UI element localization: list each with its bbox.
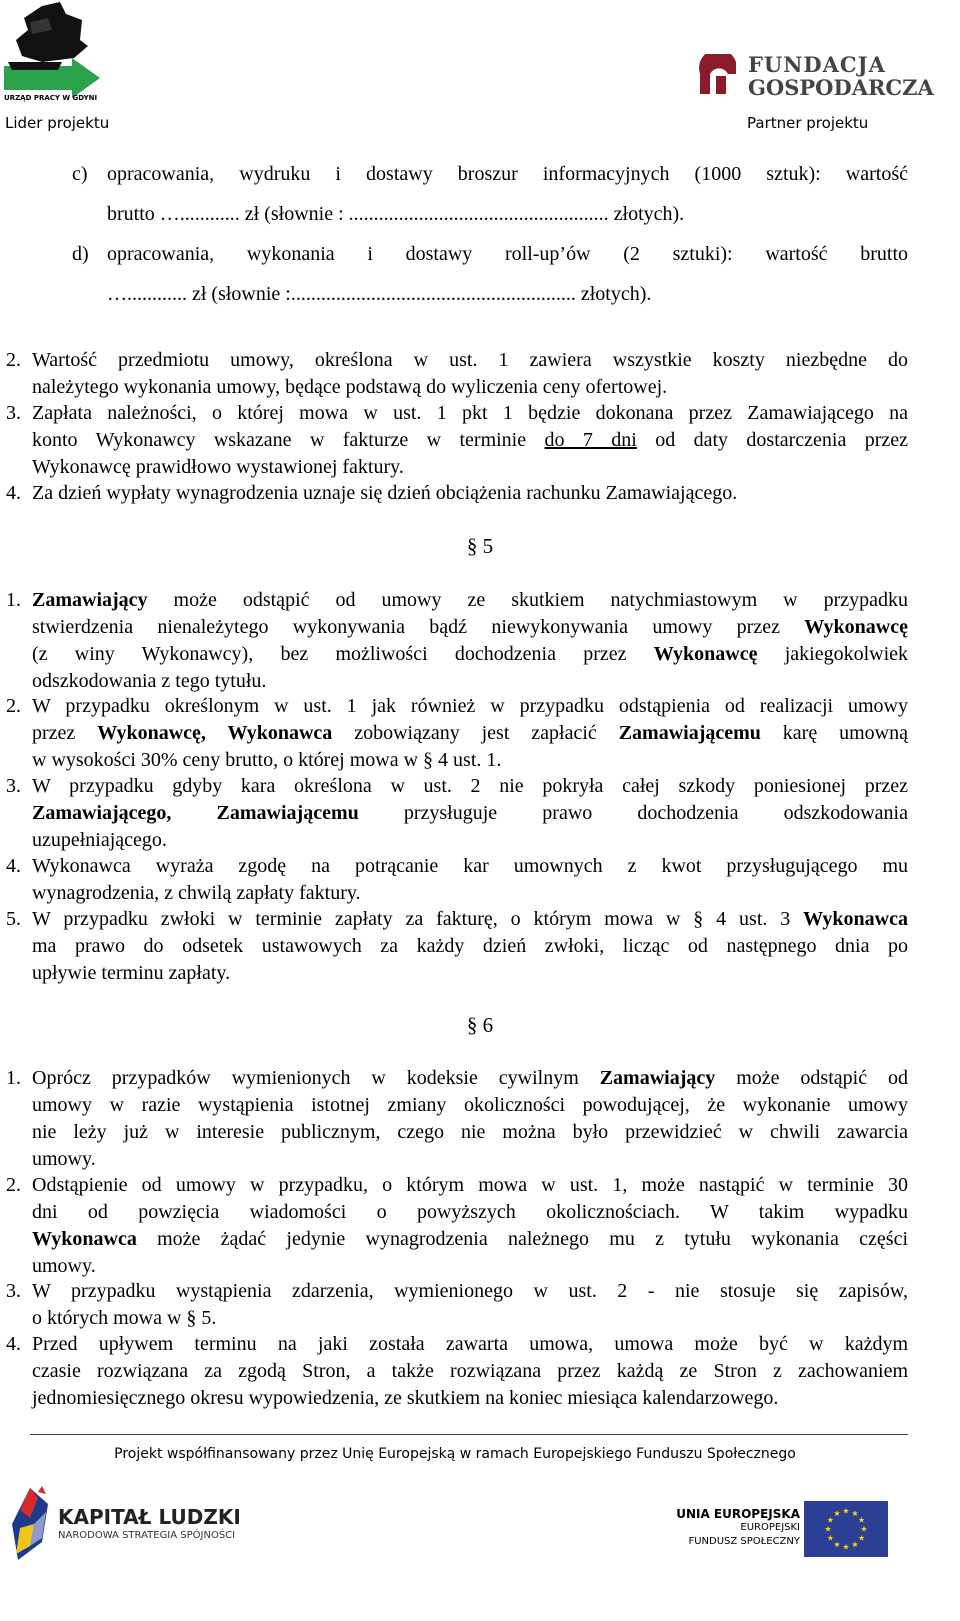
eu-line2: EUROPEJSKI [740,1522,800,1533]
item-c-marker: c) [72,163,88,185]
s5-p1: Zamawiający może odstąpić od umowy ze skutkiem natychmiastowym w przypadku stwierdzenia nienależytego wykonywania bądź niewykonywania umowy przez Wykonawcę (z winy Wykonawcy), bez możliwości dochodzenia przez Wykonawcę jakiegokolwiek odszkodowania z tego tytułu. [32,589,909,692]
urzad-pracy-logo-text: URZĄD PRACY W GDYNI [4,94,98,102]
s4-p2 [32,347,908,401]
s5-p4: Wykonawca wyraża zgodę na potrącanie kar umownych z kwot przysługującego mu wynagrodzenia, z chwilą zapłaty faktury. [32,855,908,904]
s4-p2-line1: Wartość przedmiotu umowy, określona w ust. 1 zawiera wszystkie koszty niezbędne do [32,349,908,371]
s4-p3 [32,400,908,481]
s6-p1-num: 1. [6,1067,21,1089]
item-d-text [107,241,908,308]
s5-p5: W przypadku zwłoki w terminie zapłaty za fakturę, o którym mowa w § 4 ust. 3 Wykonawca ma prawo do odsetek ustawowych za każdy dzień zwłoki, licząc od następnego dnia po upływie terminu zapłaty. [32,908,908,984]
header [0,0,960,140]
s6-p2-num: 2. [6,1174,21,1196]
s4-p4-num: 4. [6,482,21,504]
s5-p3: W przypadku gdyby kara określona w ust. 2 nie pokryła całej szkody poniesionej przez Zamawiającego, Zamawiającemu przysługuje prawo dochodzenia odszkodowania uzupełniającego. [32,775,908,851]
lead-label: Lider projektu [5,114,110,132]
item-c-line1: opracowania, wydruku i dostawy broszur informacyjnych (1000 sztuk): wartość [107,163,908,185]
item-c-text [107,161,908,228]
s4-p3-line1: Zapłata należności, o której mowa w ust. 1 pkt 1 będzie dokonana przez Zamawiającego na [32,402,908,424]
payment-term: do 7 dni [544,429,637,451]
s6-p1: Oprócz przypadków wymienionych w kodeksie cywilnym Zamawiający może odstąpić od umowy w razie wystąpienia istotnej zmiany okoliczności powodującej, że wykonanie umowy nie leży już w interesie publicznym, czego nie można było przewidzieć w chwili zawarcia umowy. [32,1067,909,1170]
s6-p4-num: 4. [6,1333,21,1355]
s4-p2-line2: należytego wykonania umowy, będące podstawą do wyliczenia ceny ofertowej. [32,376,668,398]
item-d-line2: …............ zł (słownie :......................................................... złotych). [107,283,652,305]
kapital-ludzki-title: KAPITAŁ LUDZKI [58,1505,241,1529]
item-c-line2: brutto …............ zł (słownie : .................................................... złotych). [107,203,685,225]
partner-label: Partner projektu [747,114,869,132]
item-d-line1: opracowania, wykonania i dostawy roll-up’ów (2 sztuki): wartość brutto [107,243,908,265]
s4-p3-num: 3. [6,402,21,424]
footer-divider [30,1434,908,1435]
s5-p2: W przypadku określonym w ust. 1 jak również w przypadku odstąpienia od realizacji umowy przez Wykonawcę, Wykonawca zobowiązany jest zapłacić Zamawiającemu karę umowną w wysokości 30% ceny brutto, o której mowa w § 4 ust. 1. [32,695,908,771]
s6-p3: W przypadku wystąpienia zdarzenia, wymienionego w ust. 2 - nie stosuje się zapisów, o których mowa w § 5. [32,1280,908,1329]
s4-p3-line3: Wykonawcę prawidłowo wystawionej faktury. [32,456,404,478]
funding-statement: Projekt współfinansowany przez Unię Europejską w ramach Europejskiego Funduszu Społecznego [114,1446,796,1462]
s5-p1-num: 1. [6,589,21,611]
eu-text [660,1507,800,1549]
s5-p4-num: 4. [6,855,21,877]
eu-line3: FUNDUSZ SPOŁECZNY [688,1536,800,1547]
section-5-heading: § 5 [466,534,494,558]
s5-p3-num: 3. [6,775,21,797]
s4-p2-num: 2. [6,349,21,371]
kapital-ludzki-subtitle: NARODOWA STRATEGIA SPÓJNOŚCI [58,1530,236,1541]
s4-p4-line1: Za dzień wypłaty wynagrodzenia uznaje się dzień obciążenia rachunku Zamawiającego. [32,482,738,504]
fundacja-logo-line1: FUNDACJA [748,52,886,77]
s4-p3-line2: konto Wykonawcy wskazane w fakturze w terminie do 7 dni od daty dostarczenia przez [32,429,909,451]
s6-p3-num: 3. [6,1280,21,1302]
section-6-heading: § 6 [466,1013,494,1037]
s6-p4: Przed upływem terminu na jaki została zawarta umowa, umowa może być w każdym czasie rozwiązana za zgodą Stron, a także rozwiązana przez każdą ze Stron z zachowaniem jednomiesięcznego okresu wypowiedzenia, ze skutkiem na koniec miesiąca kalendarzowego. [32,1333,908,1409]
s5-p5-num: 5. [6,908,21,930]
s4-p4 [32,480,908,507]
urzad-pracy-logo [2,0,102,104]
item-d-marker: d) [72,243,89,265]
fundacja-logo-icon [698,54,742,96]
eu-line1: UNIA EUROPEJSKA [676,1507,800,1521]
fundacja-logo-line2: GOSPODARCZA [748,75,934,100]
eu-flag-icon [804,1501,888,1557]
s6-p2: Odstąpienie od umowy w przypadku, o którym mowa w ust. 1, może nastąpić w terminie 30 dni od powzięcia wiadomości o powyższych okolicznościach. W takim wypadku Wykonawca może żądać jedynie wynagrodzenia należnego mu z tytułu wykonania części umowy. [32,1174,909,1277]
s5-p2-num: 2. [6,695,21,717]
kapital-ludzki-logo-icon [8,1484,54,1564]
